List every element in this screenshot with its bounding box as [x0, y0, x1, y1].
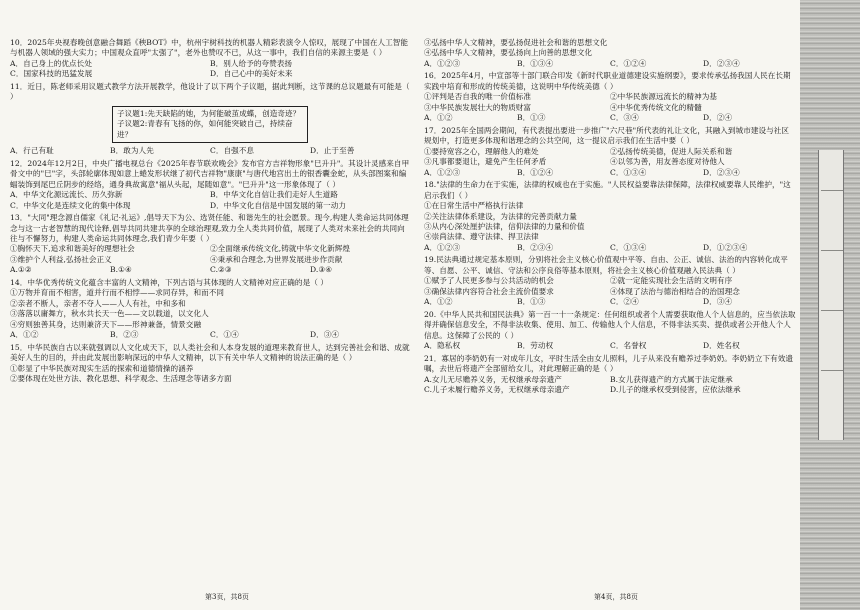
question-stem: 10．2025年央视春晚创意融合舞蹈《秧BOT》中，杭州宇树科技的机器人精彩表演令人惊叹，展现了中国在人工智能与机器人领域的强大实力；中国观众直呼"太强了"，老外也赞叹不已，从这一事中，我们自信的来源主要是（ ）: [10, 38, 409, 58]
option-b: B．敢为人先: [110, 146, 154, 156]
right-column: [424, 38, 796, 397]
option-d: D.儿子的继承权受到侵害，应依法继承: [610, 385, 741, 394]
question-21: [424, 354, 796, 396]
option-c: C．②④: [610, 297, 639, 307]
option-d: D．①②③④: [703, 242, 748, 252]
option-c: C．③④: [610, 113, 639, 123]
statement-4: ④弘扬中华人文精神，要弘扬向上向善的思想文化: [424, 48, 593, 58]
option-b: B.①④: [110, 265, 132, 275]
question-16: [424, 71, 796, 123]
statement-2: ②就一定能实现社会生活的文明有序: [610, 276, 733, 286]
option-d: D．姓名权: [703, 341, 740, 351]
question-stem: 16．2025年4月，中宣部等十部门联合印发《新时代职业道德建设实施纲要》，要求传承弘扬我国人民在长期实践中培育和形成的传统美德，这说明中华传统美德（ ）: [424, 71, 791, 91]
statement-2: ②全面继承传统文化,铸就中华文化新辉煌: [210, 244, 351, 254]
statement-1: ①胸怀天下,追求和谐美好的理想社会: [10, 244, 135, 254]
question-10: [10, 38, 410, 80]
subtopic-box: [112, 106, 308, 143]
left-column: [10, 38, 410, 387]
statement-4: ④体现了法治与德治相结合的治国理念: [610, 286, 740, 296]
option-b: B.女儿获得遗产的方式属于法定继承: [610, 374, 733, 384]
option-b: B．①③④: [517, 58, 554, 68]
option-c: C.②③: [210, 265, 232, 275]
option-b: B．别人给予的夸赞表扬: [210, 58, 293, 68]
statement-1: ①彰显了中华民族对现实生活的探索和道德情操的涵养: [10, 363, 194, 373]
option-d: D．②③④: [703, 58, 740, 68]
binding-tick: [821, 190, 843, 191]
subtopic-2: 子议题2:青春有飞扬的你，如何能突破自己，持续奋进？: [117, 119, 293, 139]
question-stem: 14．中华优秀传统文化蕴含丰富的人文精神，下列古语与其体现的人文精神对应正确的是（ ）: [10, 277, 328, 287]
question-14: [10, 278, 410, 341]
subtopic-1: 子议题1:先天缺陷的她，为何能破茧成蝶，创造奇迹？: [117, 108, 301, 118]
binding-seal-box: [818, 150, 844, 440]
question-12: [10, 159, 410, 211]
question-11: [10, 82, 410, 157]
binding-tick: [821, 310, 843, 311]
option-d: D．②④: [703, 113, 733, 123]
question-stem: 18."法律的生命力在于实施，法律的权威也在于实施。"人民权益要靠法律保障，法律权威要靠人民维护，"这启示我们（ ）: [424, 180, 791, 200]
option-a: A．隐私权: [424, 341, 461, 351]
statement-1: ①万物并育而不相害，道并行而不相悖——求同存异，和而不同: [10, 288, 225, 298]
statement-4: ④秉承和合理念,为世界发展进步作贡献: [210, 254, 343, 264]
question-20: [424, 310, 796, 352]
question-stem: 17．2025年全国两会期间，有代表提出要进一步推广"六尺巷"所代表的礼让文化，其融入到城市建设与社区规划中，打造更多体现和谐理念的公共空间，这一提议启示我们在生活中要（ ）: [424, 125, 790, 146]
option-a: A．①②: [10, 330, 39, 340]
question-15-continued: [424, 38, 796, 69]
option-a: A.①②: [10, 265, 32, 275]
question-stem: 19.民法典通过规定基本原则，分别将社会主义核心价值观中平等、自由、公正、诚信、法治的内容转化成平等、自愿、公平、诚信、守法和公序良俗等基本原则，将社会主义核心价值观融入民法典（ ）: [424, 255, 788, 275]
option-d: D．中华文化自信是中国发展的第一动力: [210, 200, 347, 210]
question-stem: 13．"大同"理念源自儒家《礼记·礼运》,倡导天下为公、选贤任能、和谐先生的社会愿景。现今,构建人类命运共同体理念与这一古老智慧的现代诠释,倡导共同共建共享的全球治理观,致力全人类共同价值，展现了人类对未来社会的共同向往与不懈努力，构建人类命运共同体理念,我们青少年要（ ）: [10, 213, 409, 243]
question-stem: 20.《中华人民共和国民法典》第一百一十一条规定：任何组织或者个人需要获取他人个人信息的，应当依法取得并确保信息安全，不得非法收集、使用、加工、传输他人个人信息，不得非法买卖、提供或者公开他人个人信息。这保障了公民的（ ）: [424, 309, 796, 340]
statement-3: ③维护个人利益,弘扬社会正义: [10, 254, 112, 264]
option-d: D．自己心中的美好未来: [210, 69, 293, 79]
option-b: B．②③: [110, 330, 139, 340]
statement-3: ③凡事都要退让，避免产生任何矛盾: [424, 157, 547, 167]
option-a: A．①②: [424, 297, 453, 307]
option-a: A．①②③: [424, 242, 461, 252]
option-c: C．名誉权: [610, 341, 647, 351]
statement-1: ①要持宽容之心，理解他人的难处: [424, 146, 539, 156]
statement-2: ②弘扬传统美德，促进人际关系和谐: [610, 146, 733, 156]
page-number-right: 第4页，共8页: [594, 593, 638, 601]
statement-1: ①评判是否自我的唯一价值标准: [424, 92, 532, 102]
binding-tick: [821, 370, 843, 371]
question-19: [424, 255, 796, 307]
option-d: D．止于至善: [310, 146, 355, 156]
statement-2: ②亲者不断人，亲者不夺人——人人有社，中和多和: [10, 298, 186, 308]
option-b: B．中华文化自信让我们走好人生道路: [210, 190, 338, 200]
statement-3: ③确保法律内容符合社会主流价值要求: [424, 286, 554, 296]
option-c: C．中华文化是连续文化的集中体现: [10, 200, 131, 210]
statement-4: ④穷则独善其身，达则兼济天下——形神兼备，情景交融: [10, 319, 202, 329]
question-stem: 15．中华民族自古以来就强调以人文化成天下，以人类社会和人本身发展的道理来教育世人，达到完善社会和谐、成就美好人生的目的，并由此发展出影响深远的中华人文精神，以下有关中华人文精神的说法正确的是（ ）: [10, 342, 410, 363]
statement-2: ②关注法律体系建设，为法律的完善贡献力量: [424, 211, 577, 221]
question-15: [10, 343, 410, 385]
option-a: A．①②: [424, 113, 453, 123]
statement-2: ②要体现在处世方法、教化思想、科学观念、生活理念等诸多方面: [10, 374, 232, 384]
option-c: C．①②④: [610, 58, 647, 68]
option-a: A．行己有耻: [10, 146, 54, 156]
statement-4: ④中华优秀传统文化的精髓: [610, 102, 702, 112]
question-13: [10, 213, 410, 276]
option-d: D．②③④: [703, 167, 740, 177]
page-number-left: 第3页，共8页: [205, 593, 249, 601]
question-17: [424, 126, 796, 178]
option-c: C．①④: [210, 330, 239, 340]
statement-3: ③弘扬中华人文精神，要弘扬促进社会和谐的思想文化: [424, 38, 608, 47]
option-c: C．①③④: [610, 167, 647, 177]
statement-1: ①赋予了人民更多参与公共活动的机会: [424, 276, 554, 286]
statement-1: ①在日常生活中严格执行法律: [424, 201, 524, 211]
option-c: C．自强不息: [210, 146, 255, 156]
option-a: A．自己身上的优点长处: [10, 58, 92, 68]
option-a: A．①②③: [424, 58, 461, 68]
statement-4: ④以邻为善，用友善态度对待他人: [610, 157, 725, 167]
binding-margin-strip: [800, 0, 860, 610]
option-b: B．②③④: [517, 242, 554, 252]
option-b: B．①③: [517, 297, 546, 307]
question-18: [424, 180, 796, 253]
option-c: C.儿子未履行赡养义务，无权继承母亲遗产: [424, 385, 570, 394]
option-a: A．①②③: [424, 167, 461, 177]
statement-2: ②中华民族源远流长的精神为基: [610, 92, 718, 102]
option-a: A.女儿无尽赡养义务，无权继承母亲遗产: [424, 374, 562, 384]
option-b: B．①②④: [517, 167, 554, 177]
option-d: D．③④: [310, 330, 340, 340]
statement-3: ③中华民族发展壮大的物质财富: [424, 102, 532, 112]
statement-3: ③落落以庸舞方，秋水共长天一色——文以载道，以文化人: [10, 309, 209, 319]
option-a: A．中华文化源远流长、历久弥新: [10, 190, 123, 200]
question-stem: 12．2024年12月2日，中央广播电视总台《2025年春节联欢晚会》发布官方吉祥物形象"巳升升"。其设计灵感来自甲骨文中的"巳"字，头部轮廓体现如意上蜷发形状继了初代吉祥物"康康"与唐代地宫出土的银香囊金蛇，从头部图案和编蝠装饰到尾巴丘阴步的经络，通身典故寓意"福从头起，尾随如意"。"巳升升"这一形象体现了（ ）: [10, 158, 410, 189]
option-d: D．③④: [703, 297, 733, 307]
option-b: B．劳动权: [517, 341, 554, 351]
question-stem: 11．近日，陈老师采用议题式教学方法开展教学，他设计了以下两个子议题，据此判断，这节课的总议题最有可能是（ ）: [10, 81, 410, 102]
statement-3: ③从内心深处厘护法律，信仰法律的力量和价值: [424, 221, 585, 231]
question-stem: 21．寡居的李奶奶有一对成年儿女，平时生活全由女儿照料，儿子从来没有赡养过李奶奶。李奶奶立下有效遗嘱，去世后将遗产全部留给女儿，对此理解正确的是（ ）: [424, 353, 794, 374]
option-d: D.③④: [310, 265, 333, 275]
option-c: C．国家科技的迅猛发展: [10, 69, 93, 79]
binding-tick: [821, 250, 843, 251]
option-b: B．①③: [517, 113, 546, 123]
statement-4: ④崇尚法律、遵守法律、捍卫法律: [424, 232, 539, 242]
option-c: C．①③④: [610, 242, 647, 252]
